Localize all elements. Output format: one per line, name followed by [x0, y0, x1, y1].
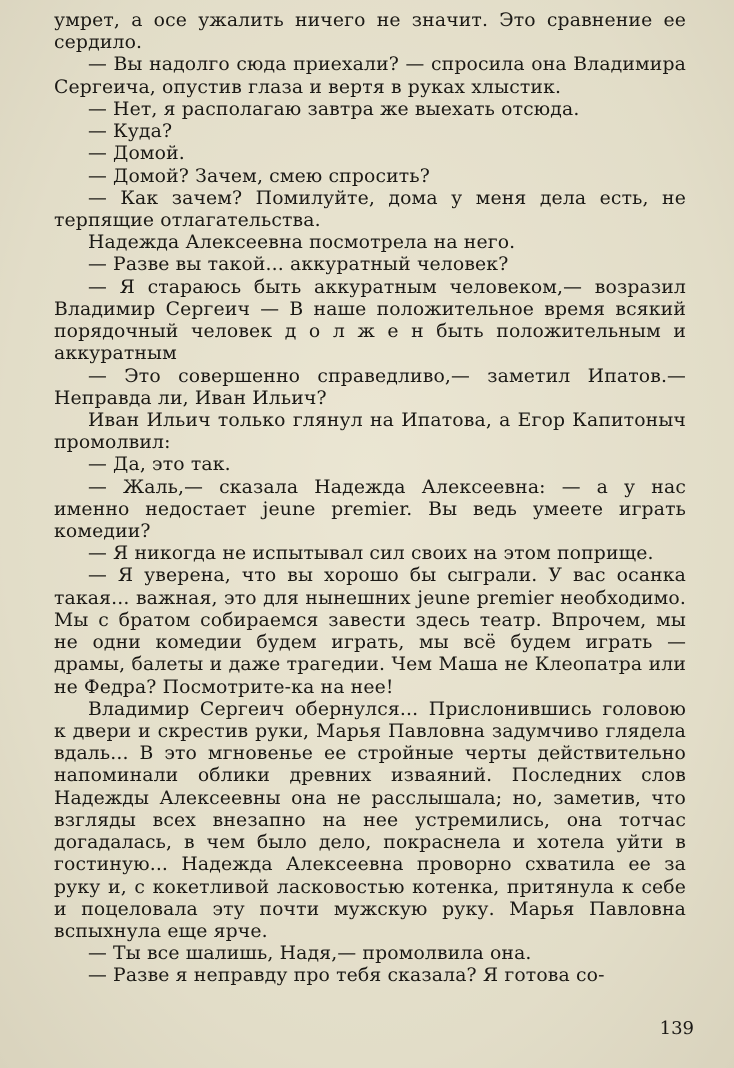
paragraph: — Я стараюсь быть аккуратным человеком,— возразил Владимир Сергеич — В наше положительное время всякий порядочный человек д о л ж е н быть положительным и аккуратным [54, 276, 686, 365]
paragraph: — Я никогда не испытывал сил своих на этом поприще. [88, 543, 654, 565]
paragraph: — Домой. [88, 143, 185, 165]
paragraph: — Это совершенно справедливо,— заметил Ипатов.— Неправда ли, Иван Ильич? [54, 365, 686, 409]
paragraph: — Жаль,— сказала Надежда Алексеевна: — а у нас именно недостает jeune premier. Вы ведь умеете играть комедии? [54, 476, 686, 543]
paragraph: — Вы надолго сюда приехали? — спросила она Владимира Сергеича, опустив глаза и вертя в руках хлыстик. [54, 54, 686, 98]
paragraph: — Разве я неправду про тебя сказала? Я готова со- [88, 965, 605, 987]
paragraph: умрет, а осе ужалить ничего не значит. Это сравнение ее сердило. [54, 10, 686, 54]
page-body-text [54, 10, 686, 988]
paragraph: — Ты все шалишь, Надя,— промолвила она. [88, 943, 532, 965]
paragraph: — Куда? [88, 121, 173, 143]
paragraph: Иван Ильич только глянул на Ипатова, а Егор Капитоныч промолвил: [54, 409, 686, 454]
paragraph: Владимир Сергеич обернулся... Прислонившись головою к двери и скрестив руки, Марья Павловна задумчиво глядела вдаль... В это мгновенье ее стройные черты действительно напоминали облики древних изваяний. Последних слов Надежды Алексеевны она не расслышала; но, заметив, что взгляды всех внезапно на нее устремились, она тотчас догадалась, в чем было дело, покраснела и хотела уйти в гостиную... Надежда Алексеевна проворно схватила ее за руку и, с кокетливой ласковостью котенка, притянула к себе и поцеловала эту почти мужскую руку. Марья Павловна вспыхнула еще ярче. [54, 698, 686, 942]
paragraph: — Да, это так. [88, 454, 231, 476]
paragraph: — Разве вы такой... аккуратный человек? [88, 254, 509, 276]
paragraph: — Домой? Зачем, смею спросить? [88, 165, 430, 187]
paragraph: Надежда Алексеевна посмотрела на него. [88, 232, 516, 254]
paragraph: — Нет, я располагаю завтра же выехать отсюда. [88, 98, 580, 120]
page-number: 139 [659, 1018, 694, 1039]
paragraph: — Я уверена, что вы хорошо бы сыграли. У вас осанка такая... важная, это для нынешних jeune premier необходимо. Мы с братом собираемся завести здесь театр. Впрочем, мы не одни комедии будем играть, мы всё будем играть — драмы, балеты и даже трагедии. Чем Маша не Клеопатра или не Федра? Посмотрите-ка на нее! [54, 565, 686, 698]
paragraph: — Как зачем? Помилуйте, дома у меня дела есть, не терпящие отлагательства. [54, 187, 686, 231]
